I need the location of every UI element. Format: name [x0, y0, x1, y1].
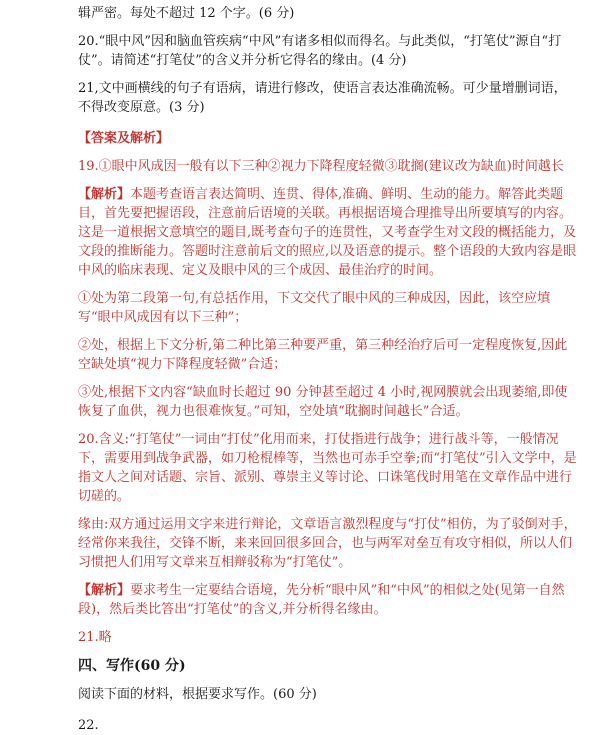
analysis-19 [78, 185, 578, 280]
question-20: 20.“眼中风”因和脑血管疾病“中风”有诸多相似而得名。与此类似，“打笔仗”源自“打仗”。请简述“打笔仗”的含义并分析它得名的缘由。(4 分) [78, 34, 562, 68]
answer-21: 21.略 [78, 630, 112, 645]
document-page [78, 4, 578, 735]
question-22: 22. [78, 718, 99, 733]
analysis-point-1: ①处为第二段第一句,有总括作用，下文交代了眼中风的三种成因，因此，该空应填写“眼中风成因有以下三种”； [78, 291, 551, 325]
analysis-20 [78, 581, 578, 619]
answer-heading: 【答案及解析】 [78, 131, 170, 146]
answer-20-meaning: 20.含义:“打笔仗”一词由“打仗”化用而来，打仗指进行战争；进行战斗等，一般情况下，需要用到战争武器，如刀枪棍棒等，当然也可赤手空拳;而“打笔仗”引入文学中，是指文人之间对话题、宗旨、派别、尊崇主义等讨论、口诛笔伐时用笔在文章作品中进行切磋的。 [78, 432, 577, 504]
analysis-tag: 【解析】 [78, 583, 131, 598]
answer-20-reason: 缘由:双方通过运用文字来进行辩论，文章语言激烈程度与“打仗”相仿，为了驳倒对手，经常你来我往，交锋不断，来来回回很多回合，也与两军对垒互有攻守相似，所以人们习惯把人们用写文章来互相辩驳称为“打笔仗”。 [78, 517, 577, 570]
analysis-tag: 【解析】 [78, 187, 131, 202]
question-21: 21,文中画横线的句子有语病，请进行修改，使语言表达准确流畅。可少量增删词语，不得改变原意。(3 分) [78, 81, 567, 115]
question-tail: 辑严密。每处不超过 12 个字。(6 分) [78, 6, 295, 21]
analysis-body: 本题考查语言表达简明、连贯、得体,准确、鲜明、生动的能力。解答此类题目，首先要把握语段，注意前后语境的关联。再根据语境合理推导出所要填写的内容。这是一道根据文意填空的题目,既考查句子的连贯性，又考查学生对文段的概括能力，及文段的推断能力。答题时注意前后文的照应,以及语意的提示。整个语段的大致内容是眼中风的临床表现、定义及眼中风的三个成因、最佳治疗的时间。 [78, 187, 577, 278]
analysis-body: 要求考生一定要结合语境，先分析“眼中风”和“中风”的相似之处(见第一自然段)，然后类比答出“打笔仗”的含义,并分析得名缘由。 [78, 583, 565, 617]
section-heading: 四、写作(60 分) [78, 658, 186, 674]
analysis-point-3: ③处,根据下文内容“缺血时长超过 90 分钟甚至超过 4 小时,视网膜就会出现萎缩,即使恢复了血供，视力也很难恢复。”可知，空处填“耽搁时间越长”合适。 [78, 385, 568, 419]
answer-19: 19.①眼中风成因一般有以下三种②视力下降程度轻微③耽搁(建议改为缺血)时间越长 [78, 159, 564, 174]
analysis-point-2: ②处，根据上下文分析,第二种比第三种要严重，第三种经治疗后可一定程度恢复,因此空缺处填“视力下降程度轻微”合适； [78, 338, 568, 372]
writing-instruction: 阅读下面的材料，根据要求写作。(60 分) [78, 687, 317, 702]
